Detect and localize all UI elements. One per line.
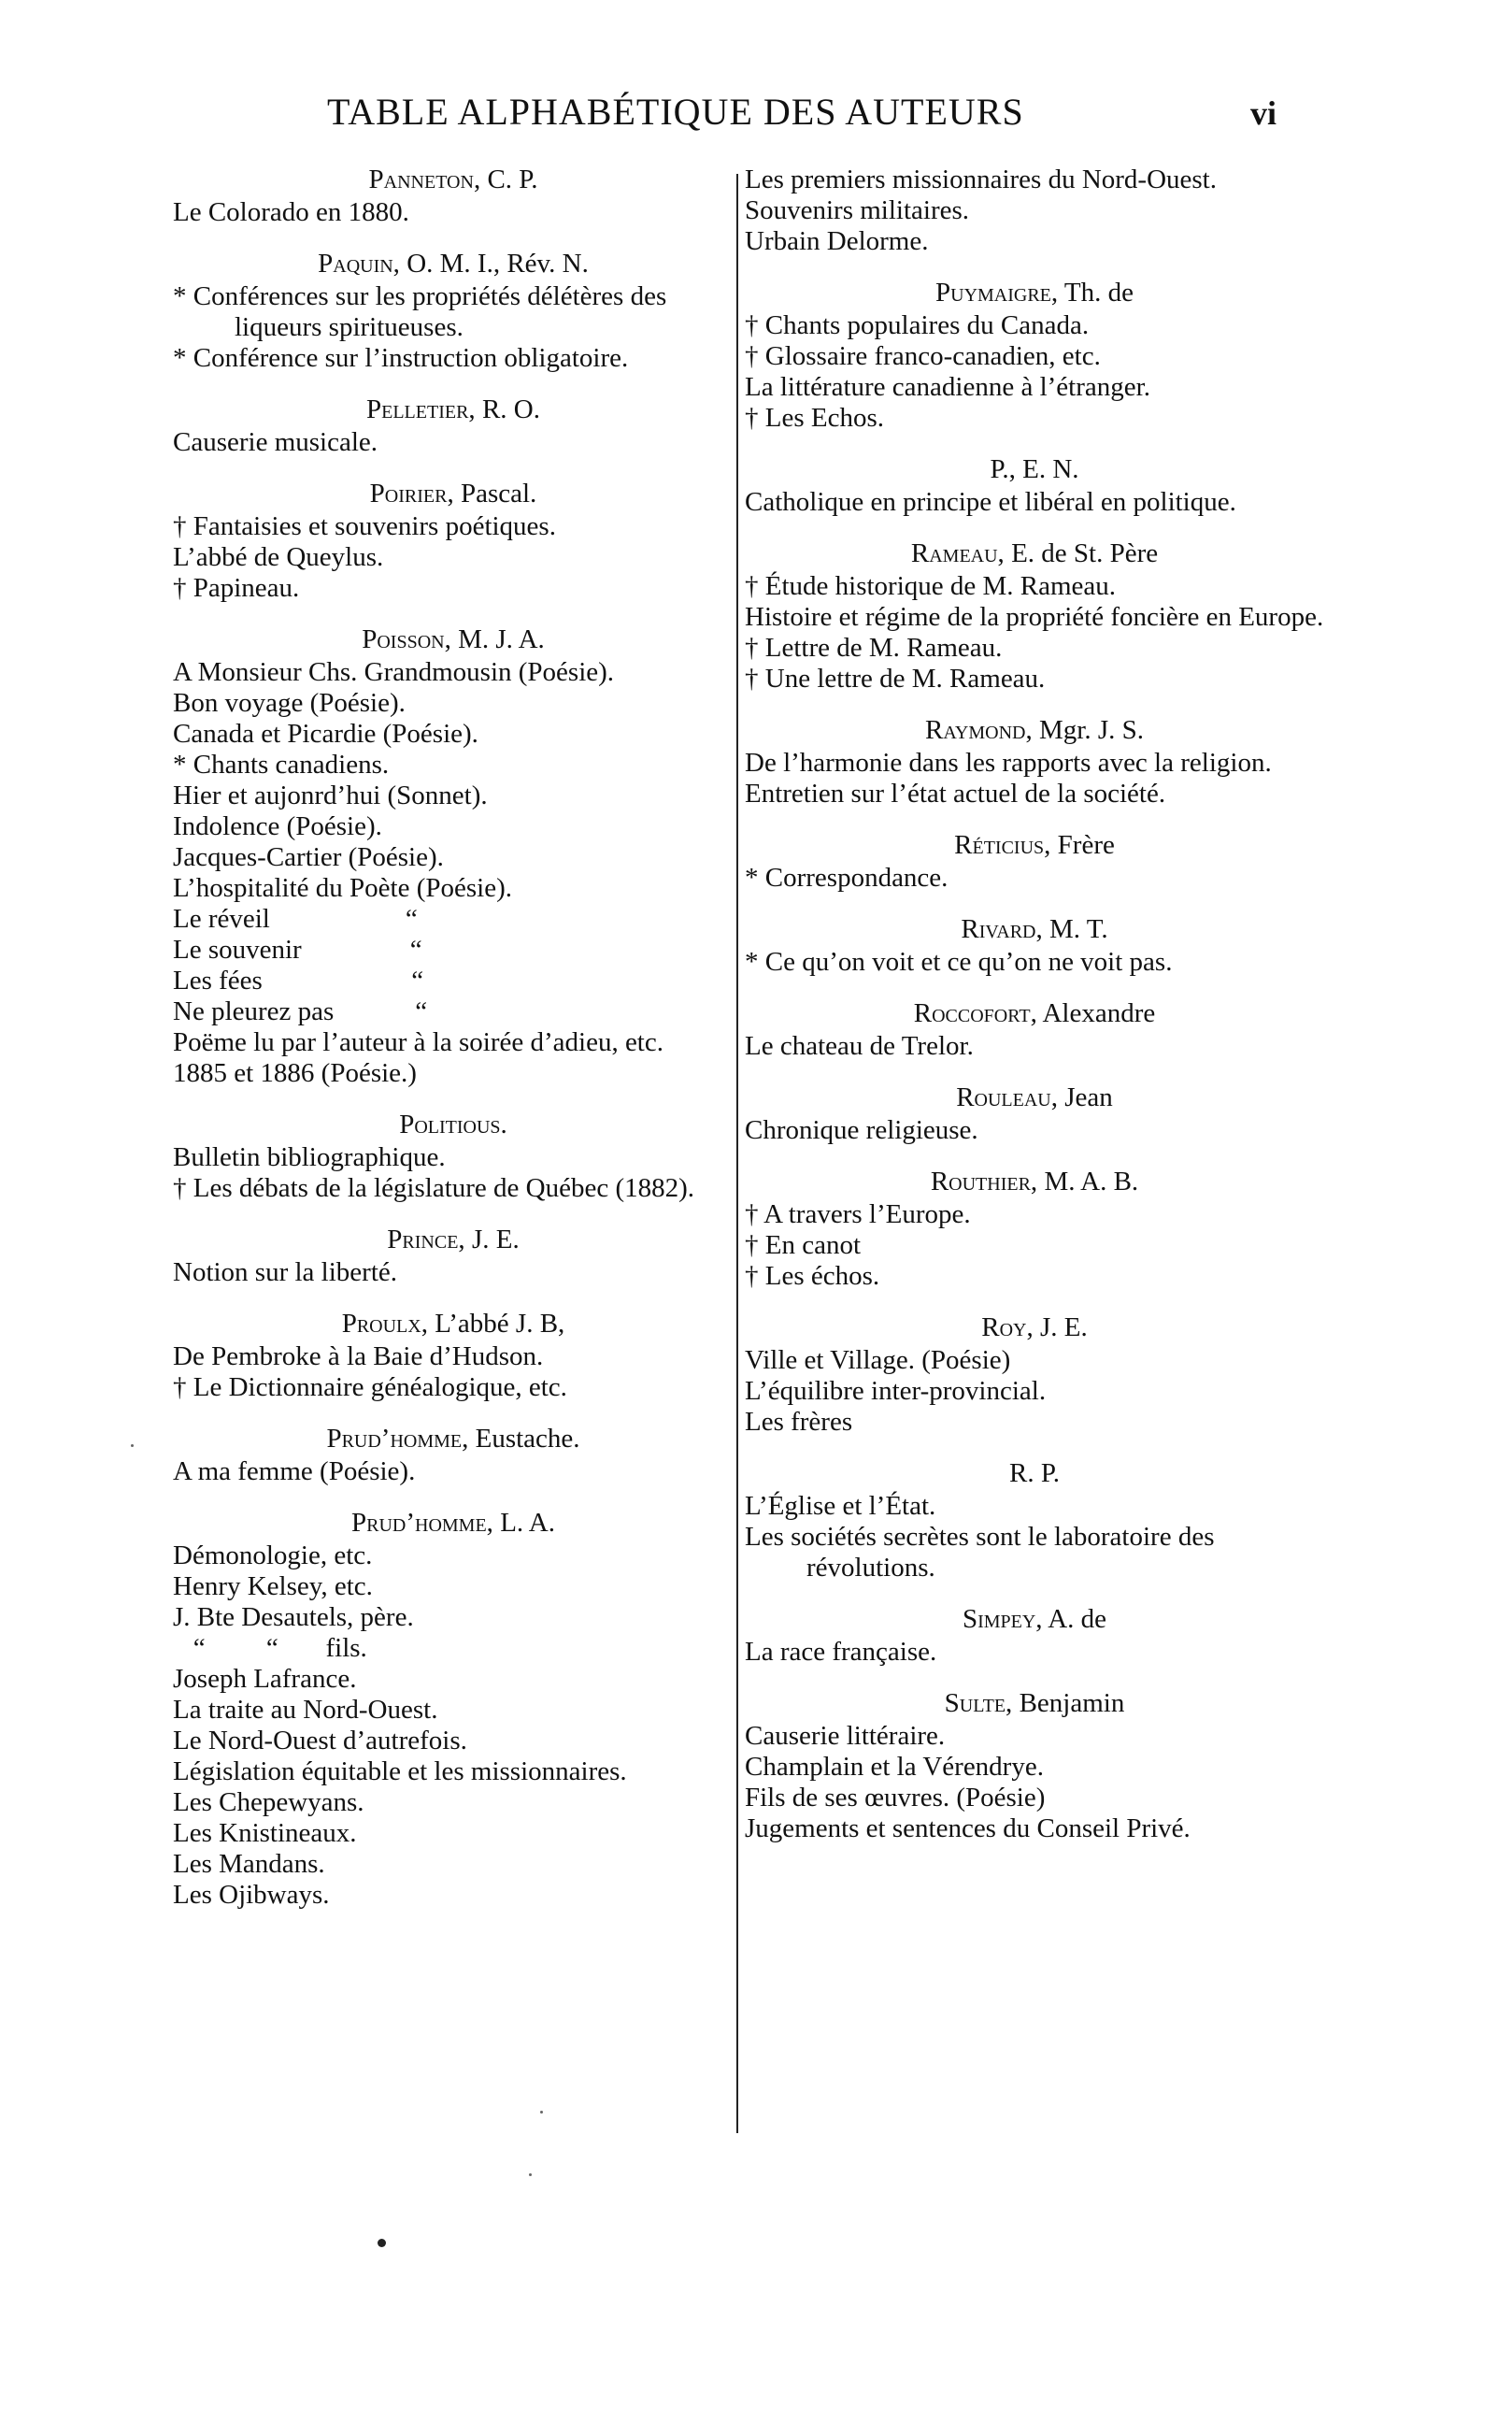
author-surname: Panneton,	[368, 165, 481, 194]
work-title: Les premiers missionnaires du Nord-Ouest.	[745, 165, 1217, 194]
page-header	[0, 90, 1512, 136]
work-title: Les Mandans.	[173, 1849, 325, 1879]
work-title: A Monsieur Chs. Grandmousin (Poésie).	[173, 657, 615, 687]
author-given-names: R. O.	[481, 394, 540, 424]
author-name	[173, 1225, 734, 1255]
work-title: Le souvenir “	[173, 935, 422, 965]
author-given-names: Mgr. J. S.	[1039, 715, 1145, 745]
author-name	[745, 830, 1324, 861]
author-name	[745, 454, 1324, 485]
author-given-names: M. A. B.	[1044, 1167, 1139, 1197]
work-title: Les frères	[745, 1407, 853, 1437]
author-given-names: M. J. A.	[458, 624, 545, 654]
work-title: † Chants populaires du Canada.	[745, 310, 1090, 340]
ink-speck	[529, 2173, 532, 2176]
work-title: † En canot	[745, 1230, 862, 1260]
work-title: Hier et aujonrd’hui (Sonnet).	[173, 781, 488, 810]
work-title: Ville et Village. (Poésie)	[745, 1345, 1011, 1375]
work-title: Fils de ses œuvres. (Poésie)	[745, 1783, 1046, 1813]
page-number: vi	[1250, 94, 1277, 132]
work-title: L’hospitalité du Poète (Poésie).	[173, 873, 512, 903]
author-name	[745, 1082, 1324, 1113]
author-entry	[745, 1604, 1324, 1668]
work-title: La littérature canadienne à l’étranger.	[745, 372, 1150, 402]
author-surname: Prud’homme,	[351, 1508, 493, 1538]
author-surname: Prud’homme,	[326, 1424, 469, 1454]
author-surname: Proulx,	[341, 1309, 428, 1339]
author-given-names: J. E.	[471, 1225, 520, 1254]
author-given-names: E. de St. Père	[1011, 538, 1159, 568]
author-surname: R.	[1008, 1458, 1034, 1488]
author-surname: Pelletier,	[366, 394, 476, 424]
author-entry	[173, 1110, 734, 1204]
author-entry	[745, 1312, 1324, 1438]
author-entry	[745, 454, 1324, 518]
author-name	[173, 249, 734, 279]
work-title: Ne pleurez pas “	[173, 996, 428, 1026]
author-surname: Politious.	[399, 1110, 507, 1139]
work-title: Causerie littéraire.	[745, 1721, 946, 1751]
page-title: TABLE ALPHABÉTIQUE DES AUTEURS	[327, 91, 1024, 133]
work-title: Jacques-Cartier (Poésie).	[173, 842, 444, 872]
author-name	[173, 1309, 734, 1340]
author-given-names: M. T.	[1049, 914, 1108, 944]
author-entry	[173, 1424, 734, 1487]
work-title: “ “ fils.	[173, 1633, 367, 1663]
work-title: Entretien sur l’état actuel de la société.	[745, 779, 1166, 809]
work-title: * Correspondance.	[745, 863, 949, 893]
ink-speck	[540, 2111, 543, 2114]
author-given-names: E. N.	[1022, 454, 1079, 484]
author-given-names: Benjamin	[1019, 1688, 1125, 1718]
author-entry	[173, 1508, 734, 1911]
author-name	[173, 1110, 734, 1140]
author-given-names: A. de	[1048, 1604, 1107, 1634]
work-title: * Conférence sur l’instruction obligatoire.	[173, 343, 629, 373]
author-name	[173, 394, 734, 425]
author-name	[173, 479, 734, 509]
author-given-names: L’abbé J. B,	[435, 1309, 565, 1339]
work-title: † Les Echos.	[745, 403, 884, 433]
author-surname: Puymaigre,	[935, 278, 1059, 308]
work-title: † Une lettre de M. Rameau.	[745, 664, 1046, 694]
work-title: † Les débats de la législature de Québec (1882).	[173, 1173, 695, 1203]
work-title: † Le Dictionnaire généalogique, etc.	[173, 1372, 567, 1402]
work-title: Causerie musicale.	[173, 427, 378, 457]
author-surname: Réticius,	[954, 830, 1051, 860]
author-entry	[745, 1688, 1324, 1844]
author-given-names: Eustache.	[475, 1424, 580, 1454]
author-entry	[745, 914, 1324, 978]
work-title: L’abbé de Queylus.	[173, 542, 384, 572]
author-entry	[745, 278, 1324, 434]
work-title: † Lettre de M. Rameau.	[745, 633, 1003, 663]
work-title: 1885 et 1886 (Poésie.)	[173, 1058, 417, 1088]
work-title: Les Ojibways.	[173, 1880, 330, 1910]
work-title: † Les échos.	[745, 1261, 880, 1291]
author-entry	[745, 1082, 1324, 1146]
author-entry	[173, 1309, 734, 1403]
work-title: Indolence (Poésie).	[173, 811, 382, 841]
author-name	[173, 1508, 734, 1539]
column-divider	[736, 174, 738, 2133]
work-title: A ma femme (Poésie).	[173, 1456, 416, 1486]
author-entry	[745, 538, 1324, 695]
work-title: La race française.	[745, 1637, 937, 1667]
work-title: Les Knistineaux.	[173, 1818, 357, 1848]
author-given-names: Jean	[1064, 1082, 1113, 1112]
author-entry	[745, 830, 1324, 894]
author-given-names: Frère	[1057, 830, 1115, 860]
work-title: Le Nord-Ouest d’autrefois.	[173, 1726, 467, 1755]
work-title: Chronique religieuse.	[745, 1115, 978, 1145]
author-entry	[173, 1225, 734, 1288]
work-title: † Étude historique de M. Rameau.	[745, 571, 1117, 601]
work-title: Le réveil “	[173, 904, 418, 934]
author-given-names: C. P.	[487, 165, 538, 194]
author-name	[745, 715, 1324, 746]
author-name	[745, 1688, 1324, 1719]
author-surname: Routhier,	[930, 1167, 1038, 1197]
author-name	[745, 1167, 1324, 1197]
author-name	[745, 998, 1324, 1029]
author-name	[173, 1424, 734, 1454]
work-title: Les Chepewyans.	[173, 1787, 364, 1817]
work-title: Démonologie, etc.	[173, 1540, 373, 1570]
author-surname: Rameau,	[910, 538, 1005, 568]
ink-speck	[131, 1444, 134, 1447]
author-entry	[173, 624, 734, 1089]
author-entry	[173, 394, 734, 458]
work-title: Bon voyage (Poésie).	[173, 688, 406, 718]
work-title: † Fantaisies et souvenirs poétiques.	[173, 511, 556, 541]
author-entry	[745, 998, 1324, 1062]
work-title: † Glossaire franco-canadien, etc.	[745, 341, 1101, 371]
work-title: Henry Kelsey, etc.	[173, 1571, 373, 1601]
author-entry	[745, 715, 1324, 810]
author-name	[173, 165, 734, 195]
author-entry	[173, 249, 734, 374]
work-title: † A travers l’Europe.	[745, 1199, 971, 1229]
author-given-names: J. E.	[1039, 1312, 1088, 1342]
author-name	[745, 1604, 1324, 1635]
work-title: Poëme lu par l’auteur à la soirée d’adieu, etc.	[173, 1027, 663, 1057]
author-name	[745, 1458, 1324, 1489]
author-surname: P.,	[990, 454, 1016, 484]
author-name	[745, 278, 1324, 308]
work-title: Notion sur la liberté.	[173, 1257, 398, 1287]
author-name	[173, 624, 734, 655]
work-title: Canada et Picardie (Poésie).	[173, 719, 478, 749]
author-surname: Rouleau,	[956, 1082, 1059, 1112]
author-name	[745, 538, 1324, 569]
work-title: * Conférences sur les propriétés délétères des liqueurs spiritueuses.	[173, 281, 667, 342]
left-column	[173, 165, 734, 1931]
author-entry	[173, 479, 734, 604]
work-title: * Ce qu’on voit et ce qu’on ne voit pas.	[745, 947, 1173, 977]
author-surname: Sulte,	[944, 1688, 1013, 1718]
work-title: Souvenirs militaires.	[745, 195, 970, 225]
author-surname: Roy,	[981, 1312, 1034, 1342]
author-entry	[745, 165, 1324, 257]
author-given-names: L. A.	[500, 1508, 555, 1538]
work-title: Joseph Lafrance.	[173, 1664, 357, 1694]
author-surname: Rivard,	[961, 914, 1043, 944]
work-title: L’équilibre inter-provincial.	[745, 1376, 1047, 1406]
author-given-names: Pascal.	[460, 479, 537, 509]
work-title: Catholique en principe et libéral en politique.	[745, 487, 1236, 517]
author-surname: Poirier,	[369, 479, 454, 509]
work-title: Champlain et la Vérendrye.	[745, 1752, 1044, 1782]
author-surname: Prince,	[387, 1225, 465, 1254]
work-title: * Chants canadiens.	[173, 750, 390, 780]
work-title: La traite au Nord-Ouest.	[173, 1695, 438, 1725]
author-name	[745, 914, 1324, 945]
author-surname: Simpey,	[962, 1604, 1043, 1634]
work-title: † Papineau.	[173, 573, 300, 603]
work-title: Jugements et sentences du Conseil Privé.	[745, 1813, 1191, 1843]
work-title: L’Église et l’État.	[745, 1491, 936, 1521]
author-name	[745, 1312, 1324, 1343]
author-given-names: Th. de	[1063, 278, 1134, 308]
author-surname: Paquin,	[318, 249, 400, 279]
author-given-names: Alexandre	[1042, 998, 1156, 1028]
ink-dot	[378, 2239, 386, 2247]
author-surname: Poisson,	[362, 624, 451, 654]
author-entry	[745, 1167, 1324, 1292]
work-title: Législation équitable et les missionnaires.	[173, 1756, 627, 1786]
author-surname: Raymond,	[924, 715, 1033, 745]
author-surname: Roccofort,	[913, 998, 1037, 1028]
work-title: Le chateau de Trelor.	[745, 1031, 974, 1061]
work-title: De Pembroke à la Baie d’Hudson.	[173, 1341, 544, 1371]
right-column	[745, 165, 1324, 1865]
author-given-names: O. M. I., Rév. N.	[407, 249, 589, 279]
author-entry	[173, 165, 734, 228]
work-title: Histoire et régime de la propriété foncière en Europe.	[745, 602, 1324, 632]
work-title: Bulletin bibliographique.	[173, 1142, 446, 1172]
author-given-names: P.	[1040, 1458, 1060, 1488]
work-title: J. Bte Desautels, père.	[173, 1602, 414, 1632]
work-title: Urbain Delorme.	[745, 226, 929, 256]
author-entry	[745, 1458, 1324, 1583]
work-title: Les fées “	[173, 966, 424, 996]
work-title: Les sociétés secrètes sont le laboratoire des révolutions.	[745, 1522, 1215, 1583]
work-title: De l’harmonie dans les rapports avec la religion.	[745, 748, 1272, 778]
work-title: Le Colorado en 1880.	[173, 197, 409, 227]
